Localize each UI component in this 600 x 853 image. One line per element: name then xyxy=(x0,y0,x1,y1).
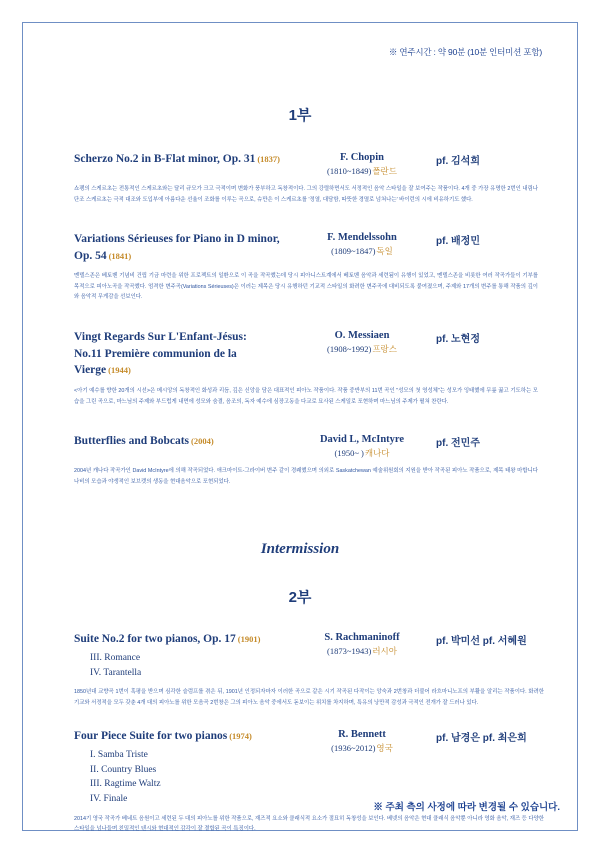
program-item-header xyxy=(52,231,548,264)
program-item xyxy=(52,728,548,835)
program-item-left xyxy=(52,433,296,450)
composer-name: R. Bennett xyxy=(338,729,386,741)
performer: pf. 박미선 pf. 서혜원 xyxy=(436,636,527,648)
composer-life xyxy=(296,742,428,754)
composer-name: O. Messiaen xyxy=(334,330,390,341)
composer-country: 폴란드 xyxy=(372,166,397,176)
program-item-left xyxy=(52,631,296,680)
performer: pf. 김석희 xyxy=(436,156,480,167)
performer: pf. 전민주 xyxy=(436,438,480,450)
movement-item: II. Country Blues xyxy=(90,764,157,775)
piece-title-text: Butterflies and Bobcats xyxy=(74,435,189,448)
piece-year: (1901) xyxy=(237,634,261,645)
program-item-left xyxy=(52,728,296,807)
performer: pf. 노현정 xyxy=(436,334,480,345)
program-item-header xyxy=(52,631,548,680)
composer-country: 영국 xyxy=(376,743,393,754)
composer-country: 캐나다 xyxy=(364,448,390,459)
composer-name: F. Chopin xyxy=(340,152,384,163)
program-item-left xyxy=(52,329,296,379)
program-item xyxy=(52,231,548,303)
piece-title-line-2-text: No.11 Première communion de la Vierge xyxy=(74,347,237,377)
piece-title xyxy=(74,231,296,264)
piece-description: 쇼팽의 스케르초는 전통적인 스케르초와는 달리 규모가 크고 극적이며 변화가 풍부하고 독창적이다. 그의 강렬하면서도 서정적인 음악 스타일을 잘 보여주는 작품이다. 4개 중 가장 유명한 2번인 내림나단조 스케르초는 극적 대조와 도입부에 아름다운 선율이 조화를 이루는 곡으로, 슈만은 이 스케르초를 '정열, 대담함, 따뜻한 경멸로 넘쳐나는' 바이런의 시에 비유하기도 했다. xyxy=(74,186,538,203)
piece-year: (1841) xyxy=(108,250,132,261)
performer: pf. 배정민 xyxy=(436,236,480,248)
program-item-header xyxy=(52,433,548,459)
composer-block xyxy=(296,231,428,257)
piece-description: 1850년대 교향곡 1번이 혹평을 받으며 심각한 슬럼프를 겪은 뒤, 1901년 인정되자마자 이러한 곡으로 같은 시기 작곡된 다작이는 앙숙과 2번창과 더불어 라흐마니노프의 부활을 알리는 작품이다. 화려한 기교와 서정적을 모두 갖춘 4개 대의 피아노를 위한 모음곡 2번창은 그의 피아노 음악 중에서도 돋보이는 위치를 차지하며, 특유의 낭만적 감성과 극적인 전개가 잘 드러나 있다. xyxy=(74,689,544,706)
piece-title-text: Variations Sérieuses for Piano in D minor, Op. 54 xyxy=(74,233,280,262)
piece-title-text: Four Piece Suite for two pianos xyxy=(74,730,228,743)
piece-title xyxy=(74,631,296,648)
piece-title-text: Suite No.2 for two pianos, Op. 17 xyxy=(74,633,236,646)
composer-life xyxy=(296,343,428,355)
part-two-title: 2부 xyxy=(288,589,312,607)
program-item xyxy=(52,433,548,487)
composer-name: David L, McIntyre xyxy=(319,434,405,446)
piece-title xyxy=(74,433,296,450)
piece-description: 2014기 영국 작곡가 베네트 음원이고 세련된 두 대의 피아노를 위한 작품으로, 재즈적 요소와 클래식적 요소가 절묘히 독창성을 보인다. 베넷의 음악은 현대 클래식 음악뿐 아니라 영화 음악, 재즈 등 다양한 스타일을 넘나들며 친밀적인 텐시와 현대적인 감각이 잘 결합된 곡이 특징이다. xyxy=(74,815,544,833)
movement-item: III. Romance xyxy=(90,652,141,663)
piece-year: (2004) xyxy=(191,436,214,447)
composer-years: (1950~ ) xyxy=(334,448,364,459)
piece-year: (1944) xyxy=(108,365,131,376)
piece-description: 2004년 캐나다 작곡가인 David McIntyre에 의해 작곡되었다. 애크마이트-그라이버 변주 같이 경쾌했으며 의외로 Saskatchewan 예술위원회의 지원을 받아 작곡된 피아노 작품으로, 제목 태왕 마합니다 나비의 모습과 야생적인 보브캣의 생동을 현대음악으로 포현되었다. xyxy=(74,468,538,485)
piece-title-text: Scherzo No.2 in B-Flat minor, Op. 31 xyxy=(74,153,256,165)
program-item-header xyxy=(52,151,548,177)
composer-life xyxy=(296,645,428,657)
composer-block xyxy=(296,329,428,355)
intermission-label: Intermission xyxy=(260,541,340,558)
program-item-left xyxy=(52,231,296,264)
piece-title xyxy=(74,329,296,379)
duration-note: ※ 연주시간 : 약 90분 (10분 인터미션 포함) xyxy=(388,47,542,57)
composer-life xyxy=(296,447,428,459)
program-item-header xyxy=(52,329,548,379)
movement-list xyxy=(74,748,296,807)
composer-country: 독일 xyxy=(376,246,393,257)
piece-year: (1837) xyxy=(257,154,281,164)
movement-item: I. Samba Triste xyxy=(90,749,148,760)
piece-year: (1974) xyxy=(229,731,252,742)
composer-years: (1810~1849) xyxy=(327,166,372,176)
program-item-header xyxy=(52,728,548,807)
program-item xyxy=(52,151,548,205)
movement-item: IV. Finale xyxy=(90,794,128,805)
composer-name: S. Rachmaninoff xyxy=(324,632,400,644)
composer-block xyxy=(296,631,428,657)
piece-description: 멘델스존은 베토벤 기념비 건립 기금 마련을 위한 프로젝트의 일환으로 이 곡을 작곡했는데 당시 피아니스트계에서 베토벤 음악과 세련됨이 유행이 있었고, 멘델스존을 비롯한 여러 작곡가들이 기부를 목적으로 피아노곡을 작곡했다. 엄격한 변주곡(Variations Sérieuses)은 이러는 제목은 당시 유행하던 기교적 스타일의 화려한 변주곡에 대비되도록 붙여졌으며, 주제와 17개의 변주를 통해 작품의 깊이와 음악적 무게감을 선보인다. xyxy=(74,273,538,301)
program-item-left xyxy=(52,151,296,168)
piece-title-line-1: Vingt Regards Sur L'Enfant-Jésus: xyxy=(74,331,247,343)
part-one-title: 1부 xyxy=(288,107,312,124)
movement-item: IV. Tarantella xyxy=(90,667,142,678)
composer-life xyxy=(296,165,428,177)
movement-item: III. Ragtime Waltz xyxy=(90,779,161,790)
composer-block xyxy=(296,151,428,177)
composer-block xyxy=(296,728,428,754)
composer-years: (1873~1943) xyxy=(327,646,372,657)
change-note: ※ 주최 측의 사정에 따라 변경될 수 있습니다. xyxy=(373,802,560,813)
piece-title xyxy=(74,728,296,745)
composer-years: (1809~1847) xyxy=(331,246,376,257)
composer-country: 프랑스 xyxy=(372,344,397,354)
composer-life xyxy=(296,245,428,257)
program-content xyxy=(22,22,578,835)
composer-years: (1936~2012) xyxy=(331,743,376,754)
piece-title xyxy=(74,151,296,168)
composer-country: 러시아 xyxy=(372,646,397,657)
movement-list xyxy=(74,651,296,680)
program-item xyxy=(52,631,548,708)
piece-description: <아기 예수를 향한 20개의 시선>은 메시앙의 독창적인 화성과 리듬, 깊은 신앙을 담은 대표적인 피아노 작품이다. 작품 중반부의 11번 곡인 "성모의 첫 영성체"는 성모가 잉태했에 무릎 꿇고 기도하는 모습을 그린 곡으로, 마느님의 주제와 부드럽게 내면에 성모와 숨결, 음조의, 독자 예수에 심장고동을 다교로 묘사된 스케일로 포현하며 마느님의 주제가 펼쳐 찬란다. xyxy=(74,388,538,405)
composer-name: F. Mendelssohn xyxy=(327,232,397,244)
composer-years: (1908~1992) xyxy=(327,344,372,354)
program-item xyxy=(52,329,548,407)
performer: pf. 남경은 pf. 최은희 xyxy=(436,733,527,745)
piece-title-line-2 xyxy=(74,346,296,379)
composer-block xyxy=(296,433,428,459)
